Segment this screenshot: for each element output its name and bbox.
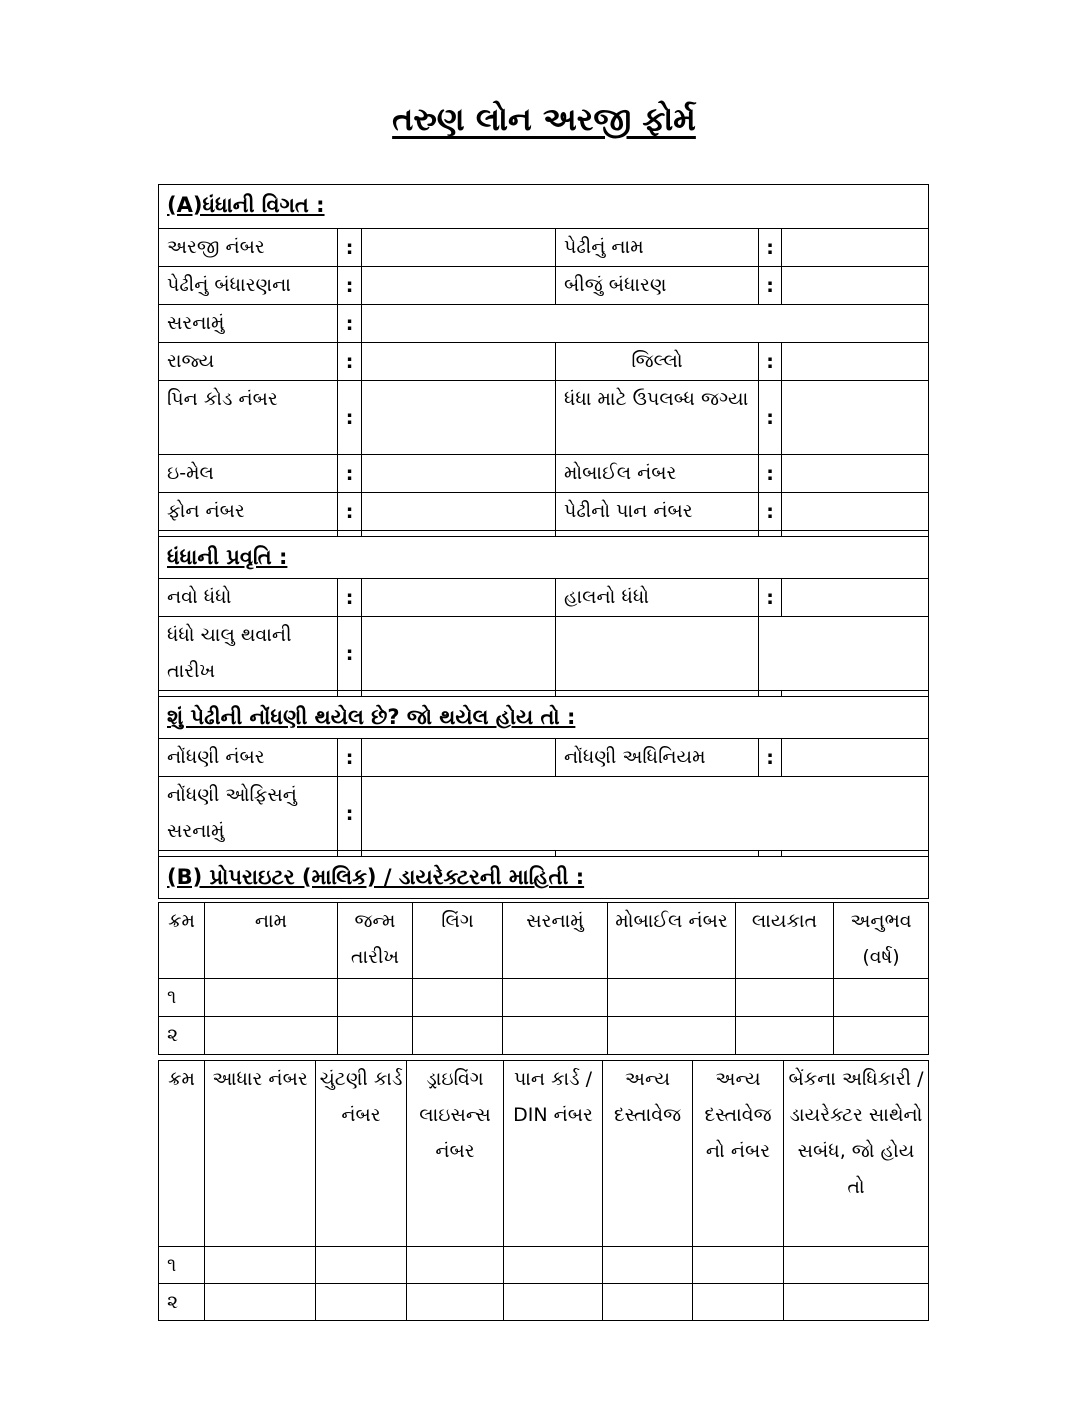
place-available-field[interactable]	[782, 381, 929, 455]
colon: :	[338, 229, 362, 267]
colon: :	[338, 493, 362, 531]
reg-office-label: નોંધણી ઓફિસનું સરનામું	[159, 777, 338, 851]
mobile-field[interactable]	[782, 455, 929, 493]
mobile-cell[interactable]	[608, 1017, 736, 1055]
firm-pan-label: પેઢીનો પાન નંબર	[556, 493, 759, 531]
bank-relation-cell[interactable]	[784, 1247, 929, 1284]
table2-header: ક્રમ	[159, 1061, 205, 1247]
new-business-label: નવો ધંધો	[159, 579, 338, 617]
reg-number-field[interactable]	[362, 739, 556, 777]
phone-field[interactable]	[362, 493, 556, 531]
bank-relation-cell[interactable]	[784, 1284, 929, 1321]
table1-header: લિંગ	[413, 903, 503, 979]
state-field[interactable]	[362, 343, 556, 381]
start-date-field[interactable]	[362, 617, 556, 691]
qualification-cell[interactable]	[736, 1017, 834, 1055]
table2-header: ડ્રાઇવિંગ લાઇસન્સ નંબર	[407, 1061, 504, 1247]
colon: :	[759, 267, 782, 305]
row-number: ૨	[159, 1017, 205, 1055]
application-number-label: અરજી નંબર	[159, 229, 338, 267]
reg-number-label: નોંધણી નંબર	[159, 739, 338, 777]
voter-card-cell[interactable]	[316, 1284, 407, 1321]
table1-header: જન્મ તારીખ	[338, 903, 413, 979]
pin-code-label: પિન કોડ નંબર	[159, 381, 338, 455]
colon: :	[338, 455, 362, 493]
phone-label: ફોન નંબર	[159, 493, 338, 531]
firm-constitution-field[interactable]	[362, 267, 556, 305]
colon: :	[338, 777, 362, 851]
colon: :	[338, 579, 362, 617]
email-field[interactable]	[362, 455, 556, 493]
colon: :	[759, 343, 782, 381]
aadhaar-cell[interactable]	[205, 1284, 316, 1321]
aadhaar-cell[interactable]	[205, 1247, 316, 1284]
district-field[interactable]	[782, 343, 929, 381]
colon: :	[759, 229, 782, 267]
table-row	[159, 1017, 929, 1055]
other-constitution-field[interactable]	[782, 267, 929, 305]
other-doc-cell[interactable]	[603, 1247, 693, 1284]
pan-din-cell[interactable]	[504, 1284, 603, 1321]
pin-code-field[interactable]	[362, 381, 556, 455]
table2-header: બેંકના અધિકારી / ડાયરેક્ટર સાથેનો સબંધ, જો હોય તો	[784, 1061, 929, 1247]
table1-header: ક્રમ	[159, 903, 205, 979]
dob-cell[interactable]	[338, 979, 413, 1017]
gender-cell[interactable]	[413, 979, 503, 1017]
table-row	[159, 979, 929, 1017]
name-cell[interactable]	[205, 1017, 338, 1055]
place-available-label: ધંધા માટે ઉપલબ્ધ જગ્યા	[556, 381, 759, 455]
address-cell[interactable]	[503, 979, 608, 1017]
current-business-label: હાલનો ધંધો	[556, 579, 759, 617]
row-number: ૨	[159, 1284, 205, 1321]
reg-office-field[interactable]	[362, 777, 929, 851]
colon: :	[759, 739, 782, 777]
colon: :	[759, 455, 782, 493]
address-cell[interactable]	[503, 1017, 608, 1055]
table-row	[159, 1247, 929, 1284]
table1-header: નામ	[205, 903, 338, 979]
form-title: તરુણ લોન અરજી ફોર્મ	[392, 100, 696, 138]
colon: :	[759, 381, 782, 455]
section-b-heading: (B) પ્રોપરાઇટર (માલિક) / ડાયરેક્ટરની માહિતી :	[159, 857, 929, 899]
district-label: જિલ્લો	[556, 343, 759, 381]
experience-cell[interactable]	[834, 979, 929, 1017]
colon: :	[338, 739, 362, 777]
colon: :	[338, 305, 362, 343]
colon: :	[338, 617, 362, 691]
license-cell[interactable]	[407, 1247, 504, 1284]
reg-act-field[interactable]	[782, 739, 929, 777]
voter-card-cell[interactable]	[316, 1247, 407, 1284]
mobile-cell[interactable]	[608, 979, 736, 1017]
proprietor-table	[158, 902, 929, 1055]
state-label: રાજ્ય	[159, 343, 338, 381]
gender-cell[interactable]	[413, 1017, 503, 1055]
table2-header: ચુંટણી કાર્ડ નંબર	[316, 1061, 407, 1247]
qualification-cell[interactable]	[736, 979, 834, 1017]
row-number: ૧	[159, 1247, 205, 1284]
activity-heading: ધંધાની પ્રવૃતિ :	[159, 537, 929, 579]
experience-cell[interactable]	[834, 1017, 929, 1055]
row-number: ૧	[159, 979, 205, 1017]
colon: :	[759, 493, 782, 531]
reg-act-label: નોંધણી અધિનિયમ	[556, 739, 759, 777]
table1-header: અનુભવ (વર્ષ)	[834, 903, 929, 979]
table2-header: આધાર નંબર	[205, 1061, 316, 1247]
table1-header: મોબાઈલ નંબર	[608, 903, 736, 979]
address-label: સરનામું	[159, 305, 338, 343]
section-a-heading: (A)ધંધાની વિગત :	[159, 185, 929, 229]
registration-heading: શું પેઢીની નોંધણી થયેલ છે? જો થયેલ હોય તો :	[159, 697, 929, 739]
table1-header: લાયકાત	[736, 903, 834, 979]
new-business-field[interactable]	[362, 579, 556, 617]
documents-table	[158, 1060, 929, 1321]
address-field[interactable]	[362, 305, 929, 343]
name-cell[interactable]	[205, 979, 338, 1017]
table2-header: અન્ય દસ્તાવેજ	[603, 1061, 693, 1247]
application-number-field[interactable]	[362, 229, 556, 267]
mobile-label: મોબાઈલ નંબર	[556, 455, 759, 493]
pan-din-cell[interactable]	[504, 1247, 603, 1284]
other-doc-cell[interactable]	[603, 1284, 693, 1321]
colon: :	[338, 381, 362, 455]
table1-header: સરનામું	[503, 903, 608, 979]
colon: :	[759, 579, 782, 617]
section-a-table	[158, 184, 929, 899]
firm-pan-field[interactable]	[782, 493, 929, 531]
license-cell[interactable]	[407, 1284, 504, 1321]
table2-header: પાન કાર્ડ / DIN નંબર	[504, 1061, 603, 1247]
table2-header: અન્ય દસ્તાવેજ નો નંબર	[693, 1061, 784, 1247]
other-constitution-label: બીજું બંધારણ	[556, 267, 759, 305]
dob-cell[interactable]	[338, 1017, 413, 1055]
firm-constitution-label: પેઢીનું બંધારણના	[159, 267, 338, 305]
colon: :	[338, 267, 362, 305]
firm-name-label: પેઢીનું નામ	[556, 229, 759, 267]
table-row	[159, 1284, 929, 1321]
email-label: ઇ-મેલ	[159, 455, 338, 493]
start-date-label: ધંધો ચાલુ થવાની તારીખ	[159, 617, 338, 691]
current-business-field[interactable]	[782, 579, 929, 617]
colon: :	[338, 343, 362, 381]
other-doc-number-cell[interactable]	[693, 1284, 784, 1321]
firm-name-field[interactable]	[782, 229, 929, 267]
other-doc-number-cell[interactable]	[693, 1247, 784, 1284]
